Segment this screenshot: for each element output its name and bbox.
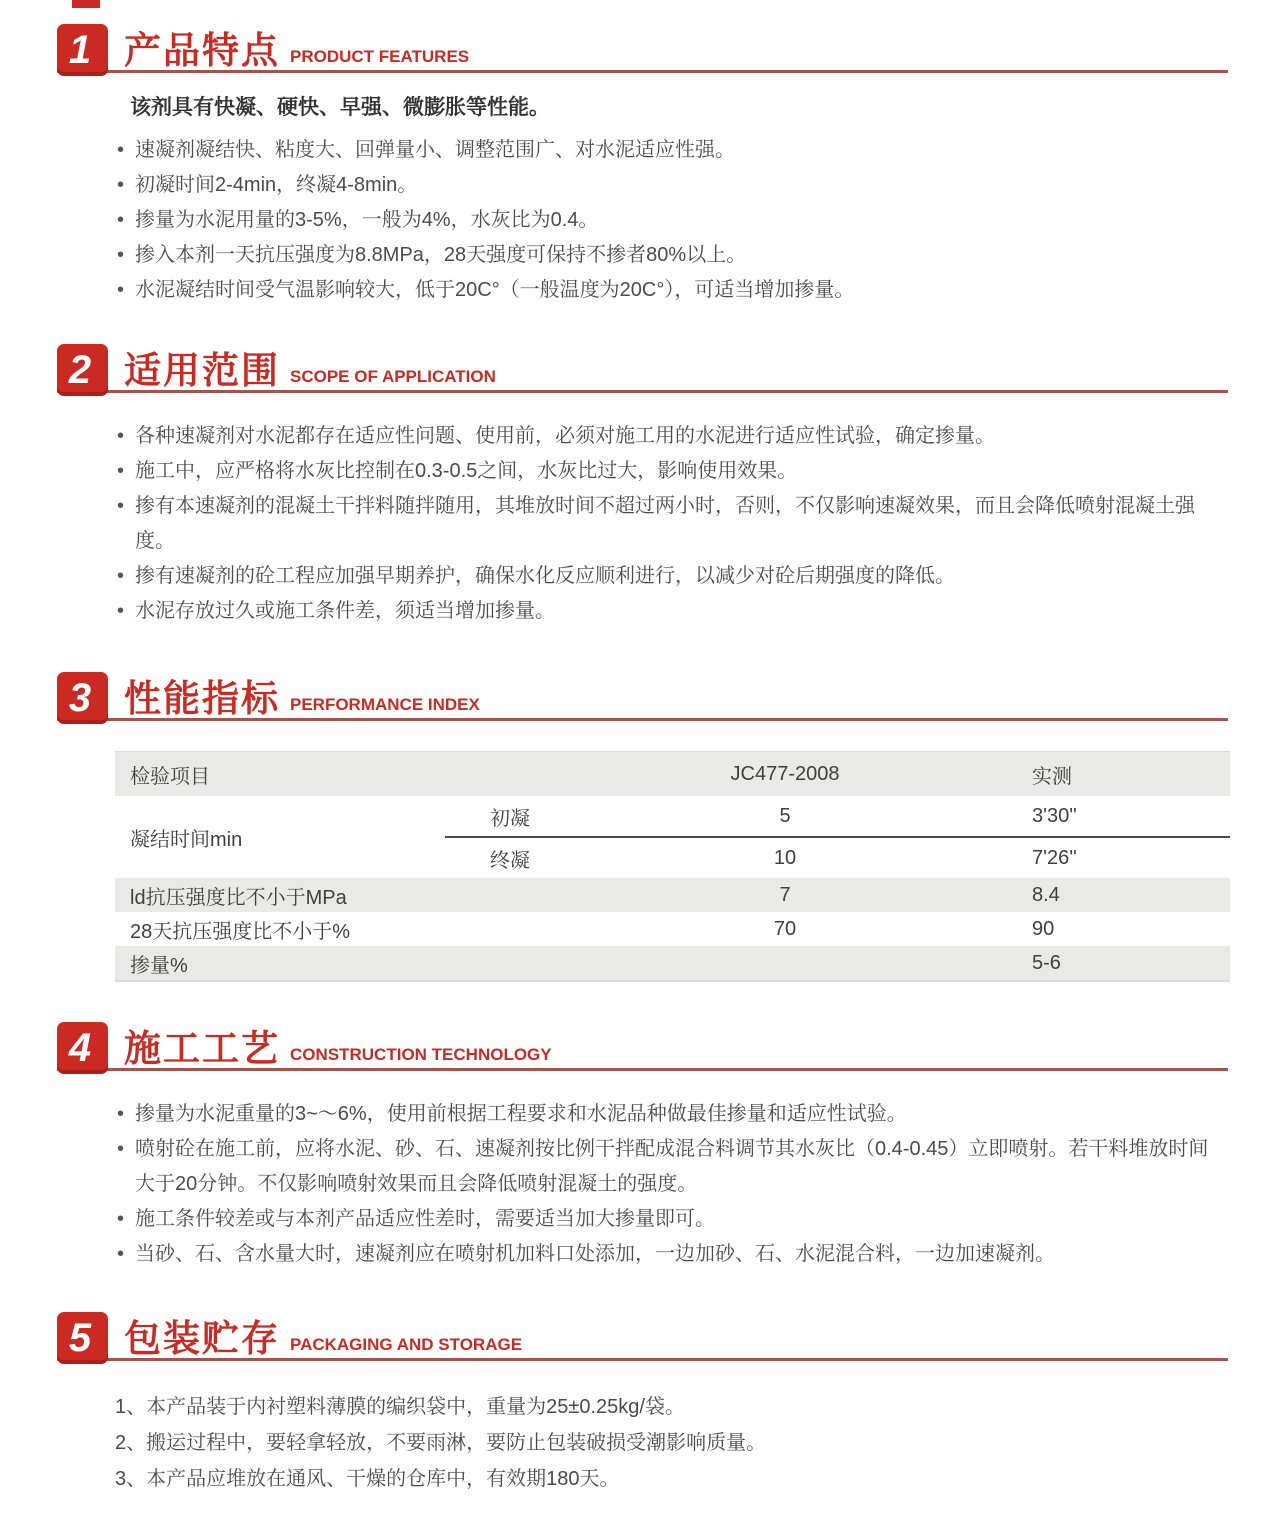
section-subtitle-en: CONSTRUCTION TECHNOLOGY	[290, 1045, 552, 1064]
bullet-text: 掺量为水泥用量的3-5%，一般为4%，水灰比为0.4。	[135, 209, 599, 231]
section-subtitle-en: PRODUCT FEATURES	[290, 47, 470, 66]
bullet-text: 水泥凝结时间受气温影响较大，低于20C°（一般温度为20C°），可适当增加掺量。	[135, 279, 855, 301]
table-header-row	[115, 752, 1230, 796]
section-number-badge: 3	[57, 672, 108, 724]
section-5-header	[57, 1308, 1228, 1361]
section-title: 施工工艺	[124, 1028, 280, 1069]
section-subtitle-en: PERFORMANCE INDEX	[290, 695, 480, 714]
section-subtitle-en: SCOPE OF APPLICATION	[290, 367, 496, 386]
bullet-item	[115, 454, 1225, 489]
bullet-item	[115, 133, 1225, 168]
bullet-text: 各种速凝剂对水泥都存在适应性问题、使用前，必须对施工用的水泥进行适应性试验，确定掺量。	[135, 425, 995, 447]
bullet-text: 施工条件较差或与本剂产品适应性差时，需要适当加大掺量即可。	[135, 1208, 715, 1230]
bullet-text: 水泥存放过久或施工条件差，须适当增加掺量。	[135, 600, 555, 622]
list-item-text: 1、本产品装于内衬塑料薄膜的编织袋中，重量为25±0.25kg/袋。	[115, 1396, 685, 1418]
section-number-badge: 5	[57, 1312, 108, 1364]
performance-table	[115, 751, 1230, 982]
section-number-badge: 4	[57, 1022, 108, 1074]
list-item-text: 3、本产品应堆放在通风、干燥的仓库中，有效期180天。	[115, 1468, 620, 1490]
standard-value: 7	[779, 883, 791, 906]
section-title: 性能指标	[124, 678, 280, 719]
lead-text: 该剂具有快凝、硬快、早强、微膨胀等性能。	[130, 96, 550, 119]
table-row-setting-time	[115, 796, 1230, 878]
bullet-text: 掺有本速凝剂的混凝土干拌料随拌随用，其堆放时间不超过两小时，否则，不仅影响速凝效果，而且会降低喷射混凝土强度。	[135, 495, 1195, 552]
measured-value: 3'30''	[1032, 804, 1077, 827]
row-label: 28天抗压强度比不小于%	[130, 920, 351, 943]
bullet-item	[115, 419, 1225, 454]
bullet-item	[115, 238, 1225, 273]
table-row-dosage	[115, 946, 1230, 980]
section-title: 适用范围	[124, 350, 280, 391]
col-header-measured: 实测	[1032, 765, 1072, 788]
subrow-label: 初凝	[490, 807, 530, 830]
col-header-standard: JC477-2008	[730, 762, 840, 785]
row-label: 凝结时间min	[130, 828, 243, 851]
bullet-item	[115, 1097, 1225, 1132]
measured-value: 90	[1032, 917, 1055, 940]
measured-value: 7'26''	[1032, 846, 1077, 869]
section-number-badge: 1	[57, 24, 108, 76]
measured-value: 5-6	[1032, 951, 1061, 974]
standard-value: 10	[773, 846, 797, 869]
bullet-text: 初凝时间2-4min，终凝4-8min。	[135, 174, 418, 196]
section-title: 包装贮存	[124, 1318, 280, 1359]
bullet-item	[115, 1202, 1225, 1237]
section-3-header	[57, 668, 1228, 721]
bullet-item	[115, 594, 1225, 629]
measured-value: 8.4	[1032, 883, 1060, 906]
section-subtitle-en: PACKAGING AND STORAGE	[290, 1335, 523, 1354]
section-number-badge: 2	[57, 344, 108, 396]
section-4-header	[57, 1018, 1228, 1071]
standard-value: 5	[779, 804, 791, 827]
row-label: 掺量%	[130, 954, 188, 977]
bullet-text: 喷射砼在施工前，应将水泥、砂、石、速凝剂按比例干拌配成混合料调节其水灰比（0.4-0.45）立即喷射。若干料堆放时间大于20分钟。不仅影响喷射效果而且会降低喷射混凝土的强度。	[135, 1138, 1209, 1195]
setting-time-subrows	[445, 796, 1230, 878]
section-1-header	[57, 20, 1228, 73]
bullet-item	[115, 1237, 1225, 1272]
list-item-text: 2、搬运过程中，要轻拿轻放，不要雨淋，要防止包装破损受潮影响质量。	[115, 1432, 767, 1454]
feature-bullet-list	[115, 133, 1225, 308]
section-construction-technology	[0, 1018, 1280, 1272]
subrow-final-setting	[445, 836, 1230, 878]
bullet-item	[115, 1132, 1225, 1202]
table-row-28d-strength	[115, 912, 1230, 946]
bullet-text: 当砂、石、含水量大时，速凝剂应在喷射机加料口处添加，一边加砂、石、水泥混合料，一边加速凝剂。	[135, 1243, 1055, 1265]
subrow-label: 终凝	[490, 849, 530, 872]
section-packaging-storage	[0, 1308, 1280, 1497]
bullet-text: 掺入本剂一天抗压强度为8.8MPa，28天强度可保持不掺者80%以上。	[135, 244, 747, 266]
scope-bullet-list	[115, 419, 1225, 629]
table-row-1d-strength	[115, 878, 1230, 912]
bullet-text: 掺有速凝剂的砼工程应加强早期养护，确保水化反应顺利进行，以减少对砼后期强度的降低。	[135, 565, 955, 587]
packaging-numbered-list	[115, 1389, 1225, 1497]
bullet-text: 速凝剂凝结快、粘度大、回弹量小、调整范围广、对水泥适应性强。	[135, 139, 735, 161]
bullet-item	[115, 168, 1225, 203]
bullet-item	[115, 489, 1225, 559]
section-product-features	[0, 20, 1280, 308]
subrow-initial-setting	[445, 796, 1230, 836]
bullet-item	[115, 559, 1225, 594]
bullet-text: 施工中，应严格将水灰比控制在0.3-0.5之间，水灰比过大，影响使用效果。	[135, 460, 798, 482]
top-edge-red-artifact	[72, 0, 100, 8]
row-label: ld抗压强度比不小于MPa	[130, 886, 347, 909]
construction-bullet-list	[115, 1097, 1225, 1272]
col-header-item: 检验项目	[130, 765, 210, 788]
bullet-item	[115, 273, 1225, 308]
bullet-text: 掺量为水泥重量的3~～6%，使用前根据工程要求和水泥品种做最佳掺量和适应性试验。	[135, 1103, 907, 1125]
section-2-header	[57, 340, 1228, 393]
standard-value: 70	[773, 917, 797, 940]
list-item	[115, 1389, 1225, 1425]
bullet-item	[115, 203, 1225, 238]
section-performance-index	[0, 668, 1280, 982]
list-item	[115, 1425, 1225, 1461]
section-scope-of-application	[0, 340, 1280, 629]
section-title: 产品特点	[124, 30, 280, 71]
list-item	[115, 1461, 1225, 1497]
